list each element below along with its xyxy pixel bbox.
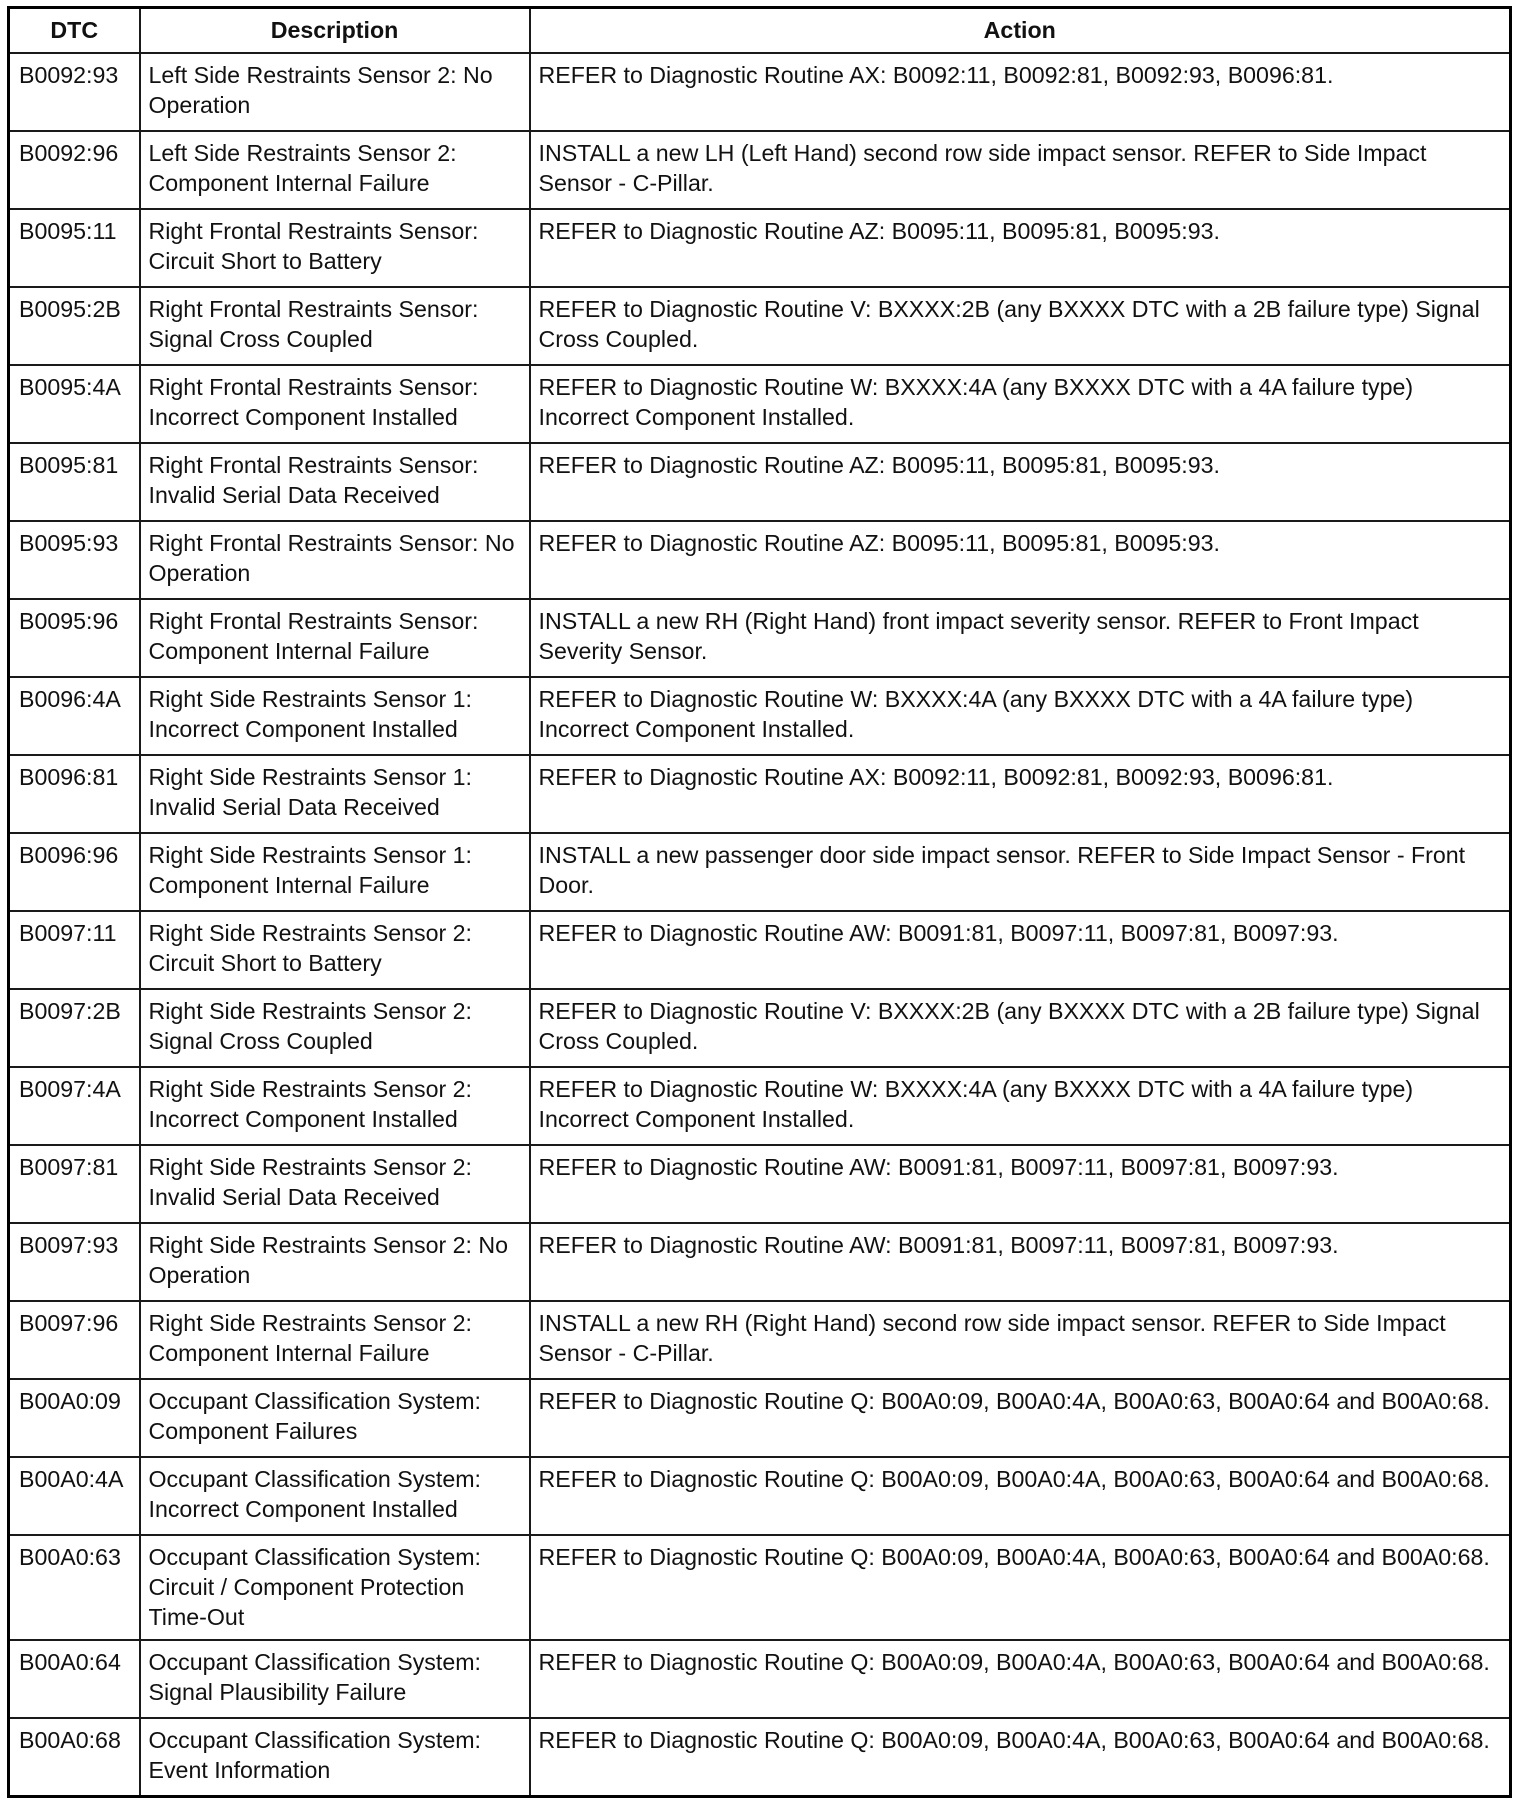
- dtc-code-cell: B0092:96: [9, 131, 140, 209]
- dtc-code-cell: B0095:2B: [9, 287, 140, 365]
- table-row: [9, 599, 1511, 677]
- description-cell: Right Side Restraints Sensor 2: Invalid Serial Data Received: [140, 1145, 530, 1223]
- action-cell: REFER to Diagnostic Routine AZ: B0095:11, B0095:81, B0095:93.: [530, 209, 1511, 287]
- dtc-code-cell: B0097:2B: [9, 989, 140, 1067]
- table-row: [9, 443, 1511, 521]
- table-row: [9, 1640, 1511, 1718]
- dtc-code-cell: B00A0:68: [9, 1718, 140, 1796]
- action-cell: INSTALL a new passenger door side impact sensor. REFER to Side Impact Sensor - Front Door.: [530, 833, 1511, 911]
- table-row: [9, 1535, 1511, 1640]
- dtc-code-cell: B0097:4A: [9, 1067, 140, 1145]
- table-row: [9, 1067, 1511, 1145]
- table-row: [9, 131, 1511, 209]
- dtc-code-cell: B0096:4A: [9, 677, 140, 755]
- action-cell: REFER to Diagnostic Routine AW: B0091:81, B0097:11, B0097:81, B0097:93.: [530, 911, 1511, 989]
- action-cell: REFER to Diagnostic Routine W: BXXXX:4A (any BXXXX DTC with a 4A failure type) Incorrect Component Installed.: [530, 365, 1511, 443]
- description-cell: Left Side Restraints Sensor 2: Component Internal Failure: [140, 131, 530, 209]
- table-row: [9, 1379, 1511, 1457]
- table-row: [9, 677, 1511, 755]
- table-row: [9, 911, 1511, 989]
- action-cell: INSTALL a new RH (Right Hand) second row side impact sensor. REFER to Side Impact Sensor - C-Pillar.: [530, 1301, 1511, 1379]
- description-cell: Occupant Classification System: Event Information: [140, 1718, 530, 1796]
- table-row: [9, 521, 1511, 599]
- action-cell: REFER to Diagnostic Routine Q: B00A0:09, B00A0:4A, B00A0:63, B00A0:64 and B00A0:68.: [530, 1457, 1511, 1535]
- description-cell: Right Frontal Restraints Sensor: Signal Cross Coupled: [140, 287, 530, 365]
- action-cell: INSTALL a new RH (Right Hand) front impact severity sensor. REFER to Front Impact Severity Sensor.: [530, 599, 1511, 677]
- description-cell: Right Side Restraints Sensor 1: Invalid Serial Data Received: [140, 755, 530, 833]
- dtc-code-cell: B0092:93: [9, 53, 140, 131]
- action-cell: REFER to Diagnostic Routine Q: B00A0:09, B00A0:4A, B00A0:63, B00A0:64 and B00A0:68.: [530, 1718, 1511, 1796]
- description-cell: Occupant Classification System: Circuit / Component Protection Time-Out: [140, 1535, 530, 1640]
- action-cell: REFER to Diagnostic Routine W: BXXXX:4A (any BXXXX DTC with a 4A failure type) Incorrect Component Installed.: [530, 1067, 1511, 1145]
- description-cell: Occupant Classification System: Incorrect Component Installed: [140, 1457, 530, 1535]
- action-cell: REFER to Diagnostic Routine W: BXXXX:4A (any BXXXX DTC with a 4A failure type) Incorrect Component Installed.: [530, 677, 1511, 755]
- header-action: Action: [530, 8, 1511, 54]
- table-row: [9, 287, 1511, 365]
- description-cell: Right Side Restraints Sensor 2: Incorrect Component Installed: [140, 1067, 530, 1145]
- action-cell: REFER to Diagnostic Routine V: BXXXX:2B (any BXXXX DTC with a 2B failure type) Signal Cross Coupled.: [530, 287, 1511, 365]
- table-row: [9, 1145, 1511, 1223]
- description-cell: Right Side Restraints Sensor 2: No Operation: [140, 1223, 530, 1301]
- dtc-code-cell: B00A0:09: [9, 1379, 140, 1457]
- dtc-code-cell: B0097:96: [9, 1301, 140, 1379]
- description-cell: Occupant Classification System: Component Failures: [140, 1379, 530, 1457]
- action-cell: REFER to Diagnostic Routine Q: B00A0:09, B00A0:4A, B00A0:63, B00A0:64 and B00A0:68.: [530, 1379, 1511, 1457]
- action-cell: REFER to Diagnostic Routine AZ: B0095:11, B0095:81, B0095:93.: [530, 521, 1511, 599]
- table-row: [9, 989, 1511, 1067]
- table-row: [9, 1301, 1511, 1379]
- dtc-code-cell: B0095:11: [9, 209, 140, 287]
- action-cell: REFER to Diagnostic Routine AZ: B0095:11, B0095:81, B0095:93.: [530, 443, 1511, 521]
- table-row: [9, 1457, 1511, 1535]
- description-cell: Right Frontal Restraints Sensor: No Operation: [140, 521, 530, 599]
- action-cell: INSTALL a new LH (Left Hand) second row side impact sensor. REFER to Side Impact Sensor - C-Pillar.: [530, 131, 1511, 209]
- description-cell: Left Side Restraints Sensor 2: No Operation: [140, 53, 530, 131]
- dtc-code-cell: B0096:81: [9, 755, 140, 833]
- dtc-code-cell: B0097:81: [9, 1145, 140, 1223]
- dtc-table: [7, 6, 1512, 1798]
- table-row: [9, 833, 1511, 911]
- dtc-code-cell: B0095:81: [9, 443, 140, 521]
- table-row: [9, 1223, 1511, 1301]
- description-cell: Occupant Classification System: Signal Plausibility Failure: [140, 1640, 530, 1718]
- description-cell: Right Frontal Restraints Sensor: Component Internal Failure: [140, 599, 530, 677]
- description-cell: Right Side Restraints Sensor 2: Signal Cross Coupled: [140, 989, 530, 1067]
- dtc-code-cell: B0095:4A: [9, 365, 140, 443]
- table-header: [9, 8, 1511, 54]
- action-cell: REFER to Diagnostic Routine AX: B0092:11, B0092:81, B0092:93, B0096:81.: [530, 53, 1511, 131]
- description-cell: Right Side Restraints Sensor 2: Component Internal Failure: [140, 1301, 530, 1379]
- table-row: [9, 53, 1511, 131]
- description-cell: Right Frontal Restraints Sensor: Circuit Short to Battery: [140, 209, 530, 287]
- header-row: [9, 8, 1511, 54]
- action-cell: REFER to Diagnostic Routine Q: B00A0:09, B00A0:4A, B00A0:63, B00A0:64 and B00A0:68.: [530, 1535, 1511, 1640]
- description-cell: Right Side Restraints Sensor 1: Incorrect Component Installed: [140, 677, 530, 755]
- table-row: [9, 365, 1511, 443]
- dtc-code-cell: B0096:96: [9, 833, 140, 911]
- action-cell: REFER to Diagnostic Routine Q: B00A0:09, B00A0:4A, B00A0:63, B00A0:64 and B00A0:68.: [530, 1640, 1511, 1718]
- table-row: [9, 1718, 1511, 1796]
- header-description: Description: [140, 8, 530, 54]
- dtc-code-cell: B00A0:64: [9, 1640, 140, 1718]
- table-body: [9, 53, 1511, 1796]
- dtc-code-cell: B0097:11: [9, 911, 140, 989]
- action-cell: REFER to Diagnostic Routine AW: B0091:81, B0097:11, B0097:81, B0097:93.: [530, 1223, 1511, 1301]
- dtc-code-cell: B00A0:63: [9, 1535, 140, 1640]
- dtc-code-cell: B0095:96: [9, 599, 140, 677]
- action-cell: REFER to Diagnostic Routine AX: B0092:11, B0092:81, B0092:93, B0096:81.: [530, 755, 1511, 833]
- dtc-code-cell: B0095:93: [9, 521, 140, 599]
- description-cell: Right Side Restraints Sensor 2: Circuit Short to Battery: [140, 911, 530, 989]
- description-cell: Right Frontal Restraints Sensor: Incorrect Component Installed: [140, 365, 530, 443]
- description-cell: Right Side Restraints Sensor 1: Component Internal Failure: [140, 833, 530, 911]
- dtc-code-cell: B0097:93: [9, 1223, 140, 1301]
- action-cell: REFER to Diagnostic Routine V: BXXXX:2B (any BXXXX DTC with a 2B failure type) Signal Cross Coupled.: [530, 989, 1511, 1067]
- table-row: [9, 755, 1511, 833]
- dtc-code-cell: B00A0:4A: [9, 1457, 140, 1535]
- table-row: [9, 209, 1511, 287]
- header-dtc: DTC: [9, 8, 140, 54]
- action-cell: REFER to Diagnostic Routine AW: B0091:81, B0097:11, B0097:81, B0097:93.: [530, 1145, 1511, 1223]
- description-cell: Right Frontal Restraints Sensor: Invalid Serial Data Received: [140, 443, 530, 521]
